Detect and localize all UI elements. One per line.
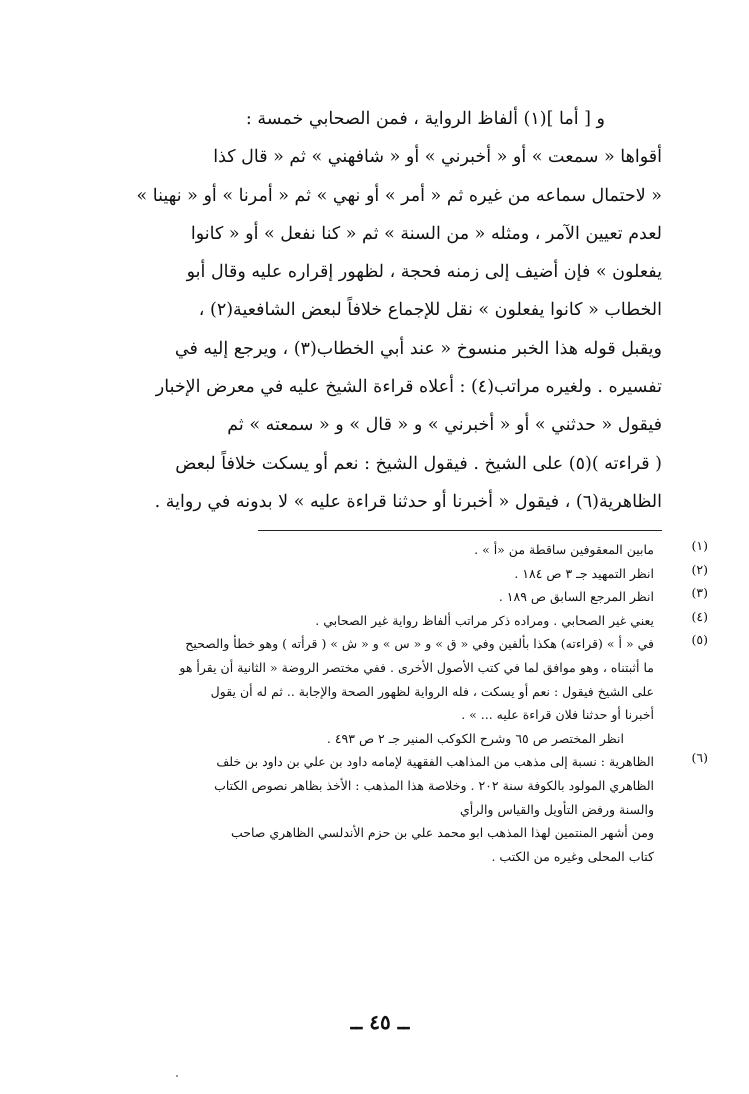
footnote-number: (٤)	[691, 608, 708, 624]
footnote-line: كتاب المحلى وغيره من الكتب .	[491, 848, 654, 864]
footnote-line: في « أ » (قراءته) هكذا بألفين وفي « ق » و « س » و « ش » ( قرأته ) وهو خطأ والصحيح	[185, 636, 654, 652]
footnote-line: على الشيخ فيقول : نعم أو يسكت ، فله الرواية لظهور الصحة والإجابة .. ثم له أن يقول	[210, 683, 654, 699]
footnote-number: (٥)	[691, 632, 708, 648]
footnote-line: يعني غير الصحابي . ومراده ذكر مراتب ألفاظ رواية غير الصحابي .	[315, 612, 654, 628]
footnote-line: مابين المعقوفين ساقطة من «أ » .	[474, 542, 654, 557]
footnote-line: الظاهري المولود بالكوفة سنة ٢٠٢ . وخلاصة هذا المذهب : الأخذ بظاهر نصوص الكتاب	[214, 777, 654, 793]
footnote-number: (١)	[691, 538, 708, 553]
main-text-line: الظاهرية(٦) ، فيقول « أخبرنا أو حدثنا قراءة عليه » لا بدونه في رواية .	[154, 491, 662, 512]
footnote-line: ومن أشهر المنتمين لهذا المذهب ابو محمد علي بن حزم الأندلسي الظاهري صاحب	[230, 825, 654, 841]
main-text-line: فيقول « حدثني » أو « أخبرني » و « قال » و « سمعته » ثم	[227, 415, 662, 436]
footnote-line: انظر المختصر ص ٦٥ وشرح الكوكب المنير جـ ٢ ص ٤٩٣ .	[326, 730, 624, 746]
footnote-1	[78, 538, 708, 562]
main-text-line: تفسيره . ولغيره مراتب(٤) : أعلاه قراءة الشيخ عليه في معرض الإخبار	[155, 377, 662, 398]
footnotes	[78, 538, 708, 868]
footnote-line: انظر المرجع السابق ص ١٨٩ .	[498, 589, 654, 605]
footnote-6	[78, 750, 708, 868]
main-text-line: أقواها « سمعت » أو « أخبرني » أو « شافهني » ثم « قال كذا	[213, 147, 662, 168]
main-text	[95, 100, 662, 521]
footnote-number: (٢)	[691, 561, 708, 577]
main-text-line: الخطاب « كانوا يفعلون » نقل للإجماع خلافاً لبعض الشافعية(٢) ،	[198, 300, 662, 321]
main-text-line: يفعلون » فإن أضيف إلى زمنه فحجة ، لظهور إقراره عليه وقال أبو	[186, 262, 662, 283]
main-text-line: ويقبل قوله هذا الخبر منسوخ « عند أبي الخطاب(٣) ، ويرجع إليه في	[174, 338, 662, 359]
page-number: ــ ٤٥ ــ	[350, 1010, 410, 1034]
footnote-2	[78, 562, 708, 586]
main-text-line: و [ أما ](١) ألفاظ الرواية ، فمن الصحابي خمسة :	[245, 109, 605, 129]
main-text-line: ( قراءته )(٥) على الشيخ . فيقول الشيخ : نعم أو يسكت خلافاً لبعض	[175, 453, 662, 474]
footnote-5	[78, 632, 708, 750]
footnote-3	[78, 585, 708, 609]
print-speck	[176, 1075, 178, 1077]
footnote-line: الظاهرية : نسبة إلى مذهب من المذاهب الفقهية لإمامه داود بن علي بن داود بن خلف	[216, 754, 654, 770]
main-text-line: « لاحتمال سماعه من غيره ثم « أمر » أو نهي » ثم « أمرنا » أو « نهينا »	[136, 185, 662, 206]
footnote-line: والسنة ورفض التأويل والقياس والرأي	[460, 801, 654, 817]
footnote-divider	[258, 530, 662, 531]
footnote-number: (٦)	[691, 750, 708, 766]
main-text-line: لعدم تعيين الآمر ، ومثله « من السنة » ثم « كنا نفعل » أو « كانوا	[190, 223, 662, 244]
footnote-4	[78, 609, 708, 633]
footnote-number: (٣)	[691, 585, 708, 601]
footnote-line: ما أثبتناه ، وهو موافق لما في كتب الأصول الأخرى . ففي مختصر الروضة « الثانية أن يقرأ هو	[179, 659, 654, 675]
footnote-line: أخبرنا أو حدثنا فلان قراءة عليه ... » .	[461, 707, 654, 723]
footnote-line: انظر التمهيد جـ ٣ ص ١٨٤ .	[514, 565, 654, 581]
